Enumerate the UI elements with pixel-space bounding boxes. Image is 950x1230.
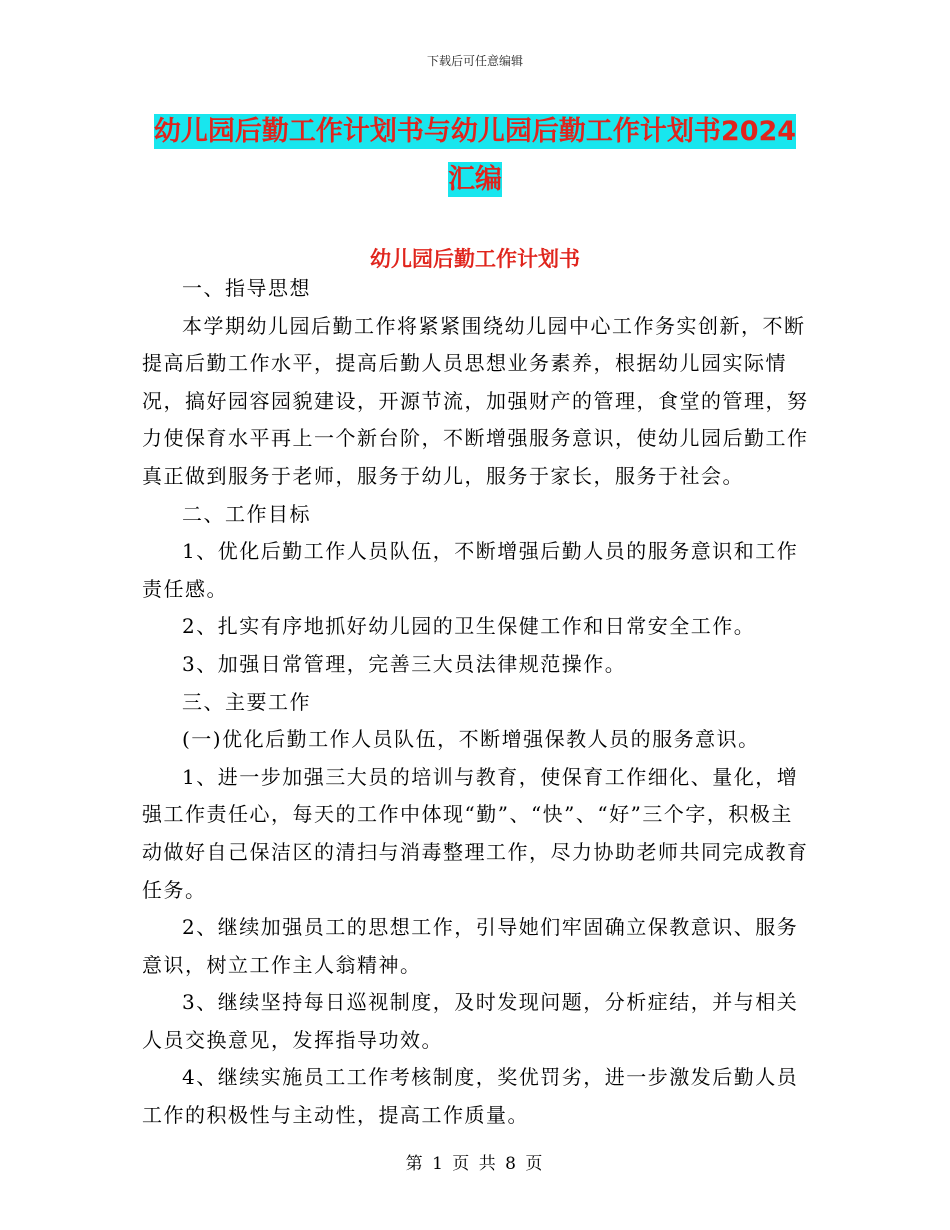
- work-item-4: 4、继续实施员工工作考核制度，奖优罚劣，进一步激发后勤人员工作的积极性与主动性，提高工作质量。: [142, 1065, 799, 1128]
- page-footer: 第 1 页 共 8 页: [405, 1154, 545, 1174]
- work-item-2: 2、继续加强员工的思想工作，引导她们牢固确立保教意识、服务意识，树立工作主人翁精神。: [142, 915, 799, 977]
- heading-main-work: 三、主要工作: [182, 689, 311, 714]
- section-title: 幼儿园后勤工作计划书: [370, 247, 580, 271]
- document-body: [142, 270, 810, 1135]
- document-title-line2: 汇编: [448, 164, 502, 195]
- work-item-1: 1、进一步加强三大员的培训与教育，使保育工作细化、量化，增强工作责任心，每天的工作中体现“勤”、“快”、“好”三个字，积极主动做好自己保洁区的清扫与消毒整理工作，尽力协助老师共同完成教育任务。: [142, 764, 809, 902]
- goal-item-2: 2、扎实有序地抓好幼儿园的卫生保健工作和日常安全工作。: [182, 614, 756, 639]
- heading-guiding-ideology: 一、指导思想: [182, 276, 311, 300]
- document-title: [140, 108, 810, 204]
- work-item-3: 3、继续坚持每日巡视制度，及时发现问题，分析症结，并与相关人员交换意见，发挥指导功效。: [142, 990, 799, 1052]
- heading-work-goals: 二、工作目标: [182, 501, 311, 526]
- paragraph-guiding-ideology: 本学期幼儿园后勤工作将紧紧围绕幼儿园中心工作务实创新，不断提高后勤工作水平，提高后勤人员思想业务素养，根据幼儿园实际情况，搞好园容园貌建设，开源节流，加强财产的管理，食堂的管理，努力使保育水平再上一个新台阶，不断增强服务意识，使幼儿园后勤工作真正做到服务于老师，服务于幼儿，服务于家长，服务于社会。: [142, 313, 809, 488]
- goal-item-3: 3、加强日常管理，完善三大员法律规范操作。: [182, 651, 627, 676]
- goal-item-1: 1、优化后勤工作人员队伍，不断增强后勤人员的服务意识和工作责任感。: [142, 539, 799, 601]
- subheading-optimize-staff: (一)优化后勤工作人员队伍，不断增强保教人员的服务意识。: [182, 727, 760, 752]
- document-title-line1: 幼儿园后勤工作计划书与幼儿园后勤工作计划书2024: [153, 116, 797, 147]
- header-note: 下载后可任意编辑: [426, 54, 523, 68]
